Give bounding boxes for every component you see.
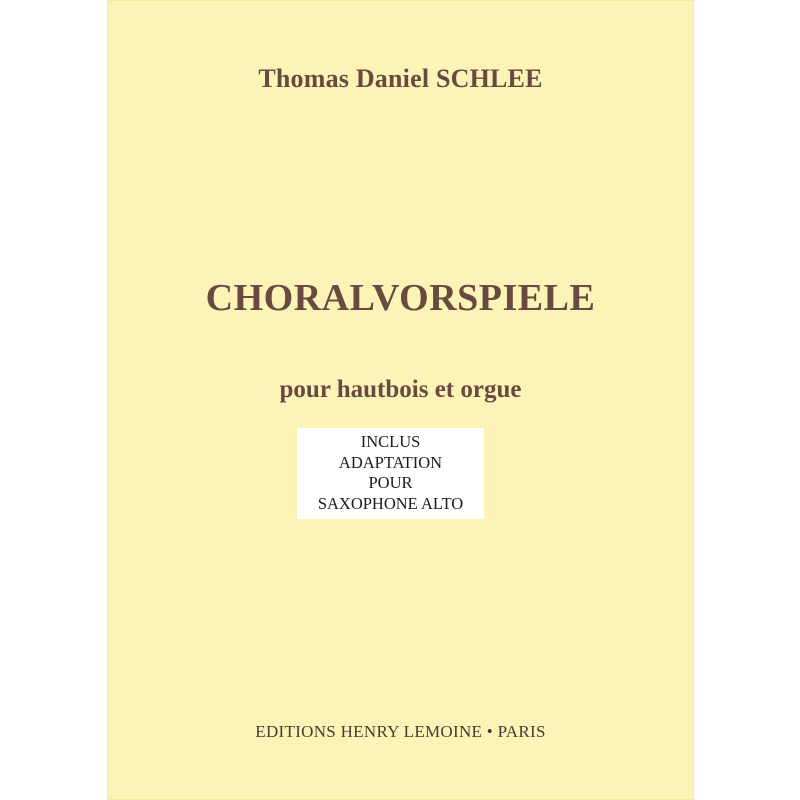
work-title: CHORALVORSPIELE bbox=[205, 277, 596, 319]
score-cover bbox=[107, 0, 694, 800]
instrumentation: pour hautbois et orgue bbox=[279, 376, 522, 403]
sticker-line: INCLUS bbox=[360, 432, 421, 451]
sticker-line: POUR bbox=[368, 473, 413, 492]
sticker-line: ADAPTATION bbox=[338, 452, 443, 472]
composer-name: Thomas Daniel SCHLEE bbox=[258, 64, 543, 93]
adaptation-sticker bbox=[297, 428, 484, 519]
publisher-imprint: EDITIONS HENRY LEMOINE • PARIS bbox=[255, 722, 546, 741]
sticker-line: SAXOPHONE ALTO bbox=[317, 493, 464, 513]
